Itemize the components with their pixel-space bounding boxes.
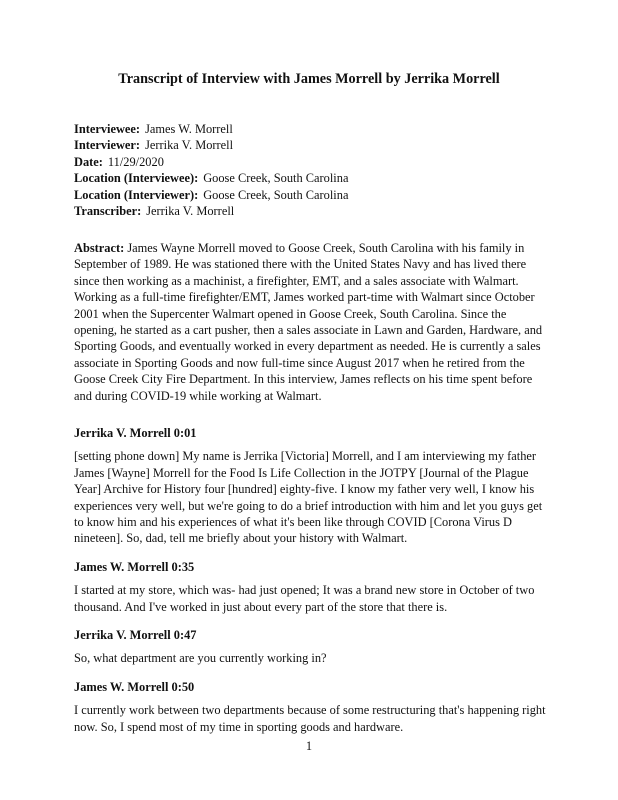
- metadata-interviewer: [74, 137, 554, 153]
- metadata-location-interviewee: [74, 170, 554, 186]
- speaker-label: Jerrika V. Morrell 0:01: [74, 426, 197, 440]
- metadata-label: Location (Interviewer):: [74, 187, 199, 202]
- metadata-label: Interviewer:: [74, 138, 141, 153]
- metadata-label: Location (Interviewee):: [74, 171, 199, 186]
- abstract-paragraph: [74, 240, 548, 404]
- metadata-location-interviewer: [74, 187, 554, 203]
- speaker-label: Jerrika V. Morrell 0:47: [74, 628, 197, 643]
- metadata-date: [74, 154, 554, 170]
- speech-paragraph: I currently work between two departments because of some restructuring that's happening right now. So, I spend most of my time in sporting goods and hardware.: [74, 703, 546, 734]
- metadata-interviewee: [74, 121, 554, 137]
- speech-paragraph: [setting phone down] My name is Jerrika [Victoria] Morrell, and I am interviewing my father James [Wayne] Morrell for the Food Is Life Collection in the JOTPY [Journal of the Plague Year] Archive for History four [hundred] eighty-five. I know my father very well, I know his experiences very well, but we're going to do a brief introduction with him and let you guys get to know him and his experiences of what it's been like through COVID [Corona Virus D nineteen]. So, dad, tell me briefly about your history with Walmart.: [74, 449, 543, 546]
- interview-metadata: [74, 121, 554, 219]
- speaker-label: James W. Morrell 0:50: [74, 679, 195, 694]
- page-number: 1: [305, 739, 313, 753]
- metadata-transcriber: [74, 203, 554, 219]
- abstract-text: James Wayne Morrell moved to Goose Creek, South Carolina with his family in September of 1989. He was stationed there with the United States Navy and has lived there since then working as a machinist, a firefighter, EMT, and a sales associate with Walmart. Working as a full-time firefighter/EMT, James worked part-time with Walmart since October 2001 when the Supercenter Walmart opened in Goose Creek, South Carolina. Since the opening, he started as a cart pusher, then a sales associate in Lawn and Garden, Hardware, and Sporting Goods, and eventually worked in every department as needed. He is currently a sales associate in Sporting Goods and now full-time since August 2017 when he retired from the Goose Creek City Fire Department. In this interview, James reflects on his time spent before and during COVID-19 while working at Walmart.: [74, 241, 543, 403]
- metadata-value: Jerrika V. Morrell: [145, 138, 234, 153]
- metadata-value: Jerrika V. Morrell: [146, 204, 235, 219]
- speech-paragraph: I started at my store, which was- had just opened; It was a brand new store in October of two thousand. And I've worked in just about every part of the store that there is.: [74, 583, 535, 614]
- metadata-label: Date:: [74, 154, 103, 169]
- abstract-label: Abstract:: [74, 241, 125, 255]
- metadata-label: Interviewee:: [74, 122, 141, 136]
- speaker-label: James W. Morrell 0:35: [74, 559, 195, 574]
- metadata-value: Goose Creek, South Carolina: [203, 187, 349, 202]
- metadata-value: Goose Creek, South Carolina: [203, 171, 349, 186]
- transcript-body: [74, 425, 548, 747]
- metadata-value: 11/29/2020: [107, 154, 164, 169]
- metadata-label: Transcriber:: [74, 204, 142, 219]
- document-title: Transcript of Interview with James Morrell by Jerrika Morrell: [118, 71, 500, 87]
- speech-paragraph: So, what department are you currently working in?: [74, 651, 327, 666]
- metadata-value: James W. Morrell: [145, 122, 233, 136]
